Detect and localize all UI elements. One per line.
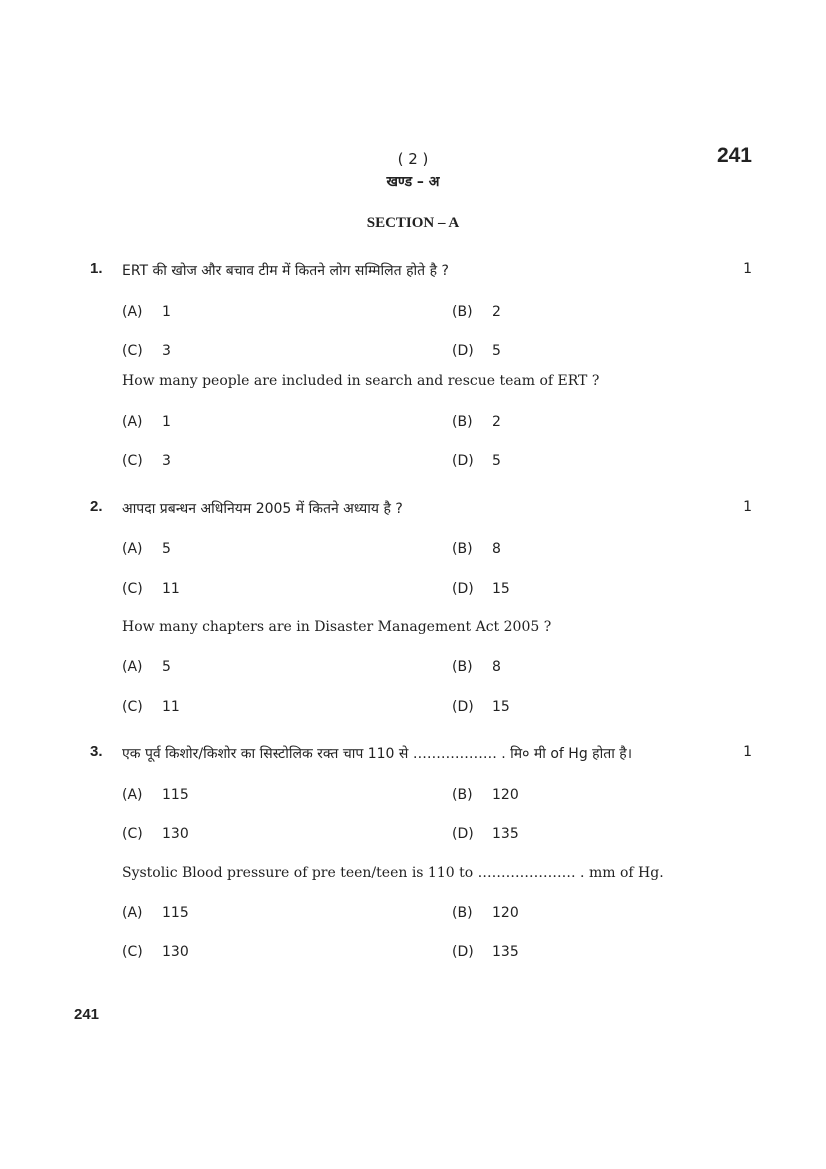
paper-code-bottom: 241 [74, 1006, 100, 1023]
option-label: (D) [452, 343, 474, 359]
option-label: (B) [452, 541, 473, 557]
option-c [122, 581, 180, 597]
option-d-english [452, 453, 501, 469]
option-c-english [122, 944, 189, 960]
option-value: 120 [492, 787, 519, 803]
question-text-hindi: एक पूर्व किशोर/किशोर का सिस्टोलिक रक्त चाप 110 से ……………… . मि० मी of Hg होता है। [122, 746, 633, 762]
option-b [452, 787, 519, 803]
option-a-english [122, 414, 171, 430]
option-label: (B) [452, 304, 473, 320]
option-value: 5 [162, 541, 171, 557]
option-value: 1 [162, 414, 171, 430]
option-value: 130 [162, 944, 189, 960]
option-d [452, 343, 501, 359]
option-label: (A) [122, 304, 143, 320]
option-label: (A) [122, 787, 143, 803]
option-value: 11 [162, 581, 180, 597]
question-marks: 1 [743, 261, 752, 277]
option-d-english [452, 944, 519, 960]
option-value: 115 [162, 905, 189, 921]
option-value: 15 [492, 581, 510, 597]
question-text-hindi: ERT की खोज और बचाव टीम में कितने लोग सम्मिलित होते है ? [122, 263, 449, 279]
option-label: (C) [122, 453, 143, 469]
option-d-english [452, 699, 510, 715]
option-label: (C) [122, 581, 143, 597]
option-label: (C) [122, 826, 143, 842]
option-value: 2 [492, 304, 501, 320]
option-value: 120 [492, 905, 519, 921]
section-title-hindi: खण्ड – अ [386, 174, 440, 190]
option-label: (B) [452, 905, 473, 921]
section-title-english: SECTION – A [366, 215, 460, 231]
option-value: 15 [492, 699, 510, 715]
option-label: (B) [452, 659, 473, 675]
option-label: (D) [452, 944, 474, 960]
option-label: (D) [452, 581, 474, 597]
option-value: 5 [492, 453, 501, 469]
option-a [122, 541, 171, 557]
option-a-english [122, 905, 189, 921]
option-value: 115 [162, 787, 189, 803]
question-text-hindi: आपदा प्रबन्धन अधिनियम 2005 में कितने अध्याय है ? [122, 501, 403, 517]
option-value: 5 [492, 343, 501, 359]
option-a-english [122, 659, 171, 675]
option-label: (A) [122, 659, 143, 675]
option-value: 3 [162, 343, 171, 359]
option-value: 135 [492, 944, 519, 960]
option-c-english [122, 453, 171, 469]
option-value: 5 [162, 659, 171, 675]
option-value: 2 [492, 414, 501, 430]
question-number: 1. [90, 260, 103, 277]
option-b [452, 541, 501, 557]
option-value: 8 [492, 659, 501, 675]
question-number: 3. [90, 743, 103, 760]
option-label: (A) [122, 905, 143, 921]
option-label: (D) [452, 826, 474, 842]
option-label: (C) [122, 699, 143, 715]
option-value: 11 [162, 699, 180, 715]
option-label: (A) [122, 541, 143, 557]
option-a [122, 304, 171, 320]
option-c-english [122, 699, 180, 715]
question-text-english: How many chapters are in Disaster Management Act 2005 ? [122, 619, 552, 635]
option-c [122, 343, 171, 359]
option-label: (A) [122, 414, 143, 430]
question-text-english: Systolic Blood pressure of pre teen/teen is 110 to ………………… . mm of Hg. [122, 865, 664, 881]
option-b [452, 304, 501, 320]
option-b-english [452, 905, 519, 921]
option-label: (D) [452, 453, 474, 469]
option-d [452, 826, 519, 842]
option-label: (B) [452, 787, 473, 803]
question-marks: 1 [743, 499, 752, 515]
option-a [122, 787, 189, 803]
option-d [452, 581, 510, 597]
option-b-english [452, 659, 501, 675]
option-value: 1 [162, 304, 171, 320]
question-text-english: How many people are included in search and rescue team of ERT ? [122, 373, 600, 389]
option-label: (C) [122, 343, 143, 359]
option-b-english [452, 414, 501, 430]
option-label: (B) [452, 414, 473, 430]
paper-code-top: 241 [716, 144, 752, 167]
question-marks: 1 [743, 744, 752, 760]
page-number: ( 2 ) [397, 150, 429, 168]
option-label: (C) [122, 944, 143, 960]
option-value: 130 [162, 826, 189, 842]
option-value: 135 [492, 826, 519, 842]
option-c [122, 826, 189, 842]
option-label: (D) [452, 699, 474, 715]
question-number: 2. [90, 498, 103, 515]
option-value: 8 [492, 541, 501, 557]
option-value: 3 [162, 453, 171, 469]
